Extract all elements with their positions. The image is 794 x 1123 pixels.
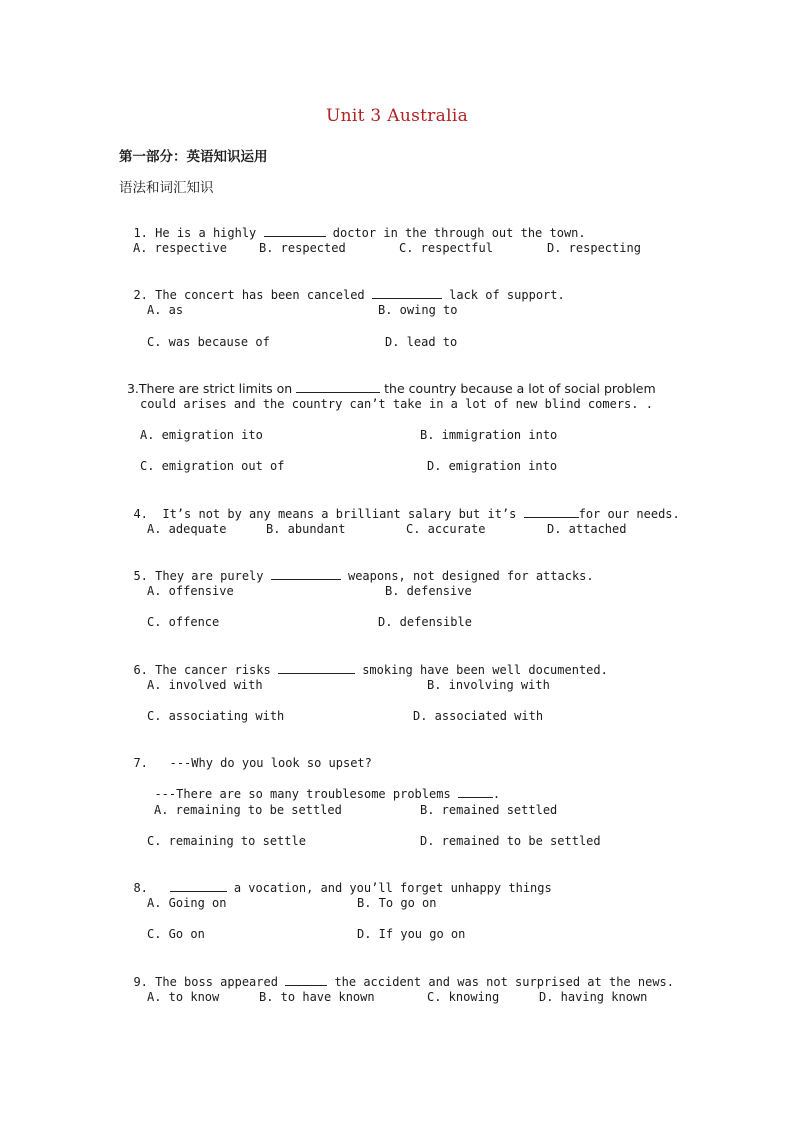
- question-8-option-c: C. Go on: [147, 927, 205, 941]
- question-4-stem: 4. It’s not by any means a brilliant salary but it’s for our needs.: [133, 507, 680, 521]
- question-2-option-a: A. as: [147, 303, 184, 317]
- question-3-option-b: B. immigration into: [420, 428, 558, 442]
- question-3-option-d: D. emigration into: [427, 459, 558, 473]
- page-title: Unit 3 Australia: [325, 106, 469, 126]
- question-5-option-b: B. defensive: [385, 584, 472, 598]
- question-6-option-b: B. involving with: [427, 678, 550, 692]
- question-1-option-d: D. respecting: [547, 241, 641, 255]
- question-7-stem-line2: ---There are so many troublesome problems .: [154, 787, 501, 801]
- question-9-option-d: D. having known: [539, 990, 648, 1004]
- question-6-option-d: D. associated with: [413, 709, 544, 723]
- question-8-option-b: B. To go on: [357, 896, 437, 910]
- question-6-option-a: A. involved with: [147, 678, 263, 692]
- question-3-option-c: C. emigration out of: [140, 459, 285, 473]
- question-6-option-c: C. associating with: [147, 709, 285, 723]
- question-9-option-b: B. to have known: [259, 990, 375, 1004]
- question-4-option-c: C. accurate: [406, 522, 486, 536]
- question-3-option-a: A. emigration ito: [140, 428, 263, 442]
- question-2-stem: 2. The concert has been canceled lack of support.: [133, 288, 565, 302]
- question-8-option-a: A. Going on: [147, 896, 227, 910]
- subsection-heading: 语法和词汇知识: [119, 180, 214, 196]
- question-5-option-c: C. offence: [147, 615, 220, 629]
- question-9-stem: 9. The boss appeared the accident and was not surprised at the news.: [133, 975, 674, 989]
- question-4-option-d: D. attached: [547, 522, 627, 536]
- question-7-option-d: D. remained to be settled: [420, 834, 601, 848]
- question-8-stem: 8. a vocation, and you’ll forget unhappy things: [133, 881, 552, 895]
- question-7-option-c: C. remaining to settle: [147, 834, 306, 848]
- question-9-option-c: C. knowing: [427, 990, 500, 1004]
- question-2-option-b: B. owing to: [378, 303, 458, 317]
- question-6-stem: 6. The cancer risks smoking have been well documented.: [133, 663, 608, 677]
- question-1-option-c: C. respectful: [399, 241, 493, 255]
- section-heading: 第一部分：英语知识运用: [119, 149, 268, 165]
- question-1-option-b: B. respected: [259, 241, 346, 255]
- question-2-option-d: D. lead to: [385, 335, 458, 349]
- question-7-option-b: B. remained settled: [420, 803, 558, 817]
- question-5-option-a: A. offensive: [147, 584, 234, 598]
- question-9-option-a: A. to know: [147, 990, 220, 1004]
- question-1-stem: 1. He is a highly doctor in the through out the town.: [133, 226, 586, 240]
- question-4-option-b: B. abundant: [266, 522, 346, 536]
- question-3-stem-line2: could arises and the country can’t take in a lot of new blind comers. .: [140, 397, 653, 411]
- question-7-stem: 7. ---Why do you look so upset?: [133, 756, 372, 770]
- question-2-option-c: C. was because of: [147, 335, 270, 349]
- question-4-option-a: A. adequate: [147, 522, 227, 536]
- question-5-option-d: D. defensible: [378, 615, 472, 629]
- question-8-option-d: D. If you go on: [357, 927, 466, 941]
- question-5-stem: 5. They are purely weapons, not designed for attacks.: [133, 569, 594, 583]
- question-1-option-a: A. respective: [133, 241, 227, 255]
- question-3-stem: 3.There are strict limits on the country because a lot of social problem: [126, 381, 656, 396]
- question-7-option-a: A. remaining to be settled: [154, 803, 342, 817]
